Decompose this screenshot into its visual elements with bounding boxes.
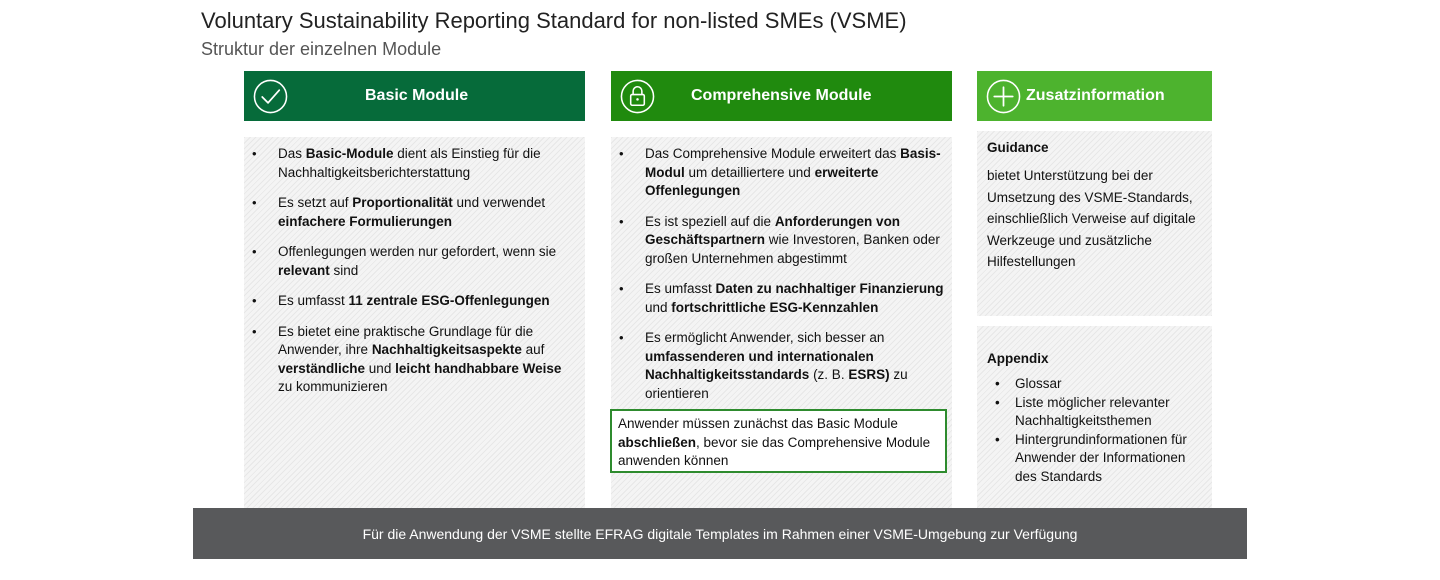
emphasis-text: Daten zu nachhaltiger Finanzierung (715, 281, 944, 296)
text-segment: Das (278, 146, 306, 161)
basic-module-title: Basic Module (365, 87, 469, 104)
text-segment: sind (329, 262, 359, 278)
text-segment: , bevor sie das Comprehensive Module anwenden können (618, 434, 931, 468)
text-segment: Das Comprehensive Module erweitert das (645, 146, 901, 161)
plus-circle-icon (986, 79, 1021, 114)
bullet-item (244, 243, 574, 280)
emphasis-text: 11 zentrale ESG-Offenlegungen (348, 293, 550, 308)
comprehensive-module-list (611, 145, 949, 415)
text-segment: (z. B. (809, 367, 849, 382)
appendix-item: • Glossar (987, 375, 1207, 394)
text-segment: und (645, 299, 672, 315)
basic-module-list (244, 145, 574, 409)
bullet-item (611, 213, 949, 269)
text-segment: zu orientieren (645, 367, 908, 401)
emphasis-text: verständliche (278, 360, 366, 376)
emphasis-text: erweiterte Offenlegungen (645, 164, 879, 198)
page-subtitle: Struktur der einzelnen Module (201, 39, 442, 59)
appendix-panel (977, 326, 1212, 508)
text-segment: Es ermöglicht Anwender, sich besser an (645, 330, 885, 345)
prerequisite-note (610, 409, 947, 473)
emphasis-text: leicht handhabbare Weise (395, 360, 562, 376)
text-segment: und verwendet (452, 195, 546, 210)
emphasis-text: Basis-Modul (645, 146, 941, 180)
checkmark-circle-icon (253, 79, 288, 114)
lock-circle-icon (620, 79, 655, 114)
basic-module-header (244, 71, 585, 121)
text-segment: dient als Einstieg für die Nachhaltigkeitsberichterstattung (278, 146, 541, 180)
comprehensive-module-header (611, 71, 952, 121)
footer-banner (193, 508, 1247, 559)
appendix-item: • Liste möglicher relevanter Nachhaltigkeitsthemen (987, 394, 1207, 431)
text-segment: auf (521, 342, 545, 357)
emphasis-text: abschließen (618, 434, 697, 450)
emphasis-text: fortschrittliche ESG-Kennzahlen (671, 299, 879, 315)
appendix-item: • Hintergrundinformationen für Anwender der Informationen des Standards (987, 431, 1207, 487)
text-segment: Es umfasst (645, 281, 716, 296)
bullet-item (244, 323, 574, 397)
bullet-item (244, 145, 574, 182)
page-title: Voluntary Sustainability Reporting Standard for non-listed SMEs (VSME) (201, 8, 907, 33)
bullet-item (244, 292, 574, 311)
bullet-item (611, 280, 949, 317)
text-segment: zu kommunizieren (278, 379, 388, 394)
emphasis-text: Nachhaltigkeitsaspekte (371, 342, 522, 357)
text-segment: und (365, 360, 396, 376)
footer-text: Für die Anwendung der VSME stellte EFRAG digitale Templates im Rahmen einer VSME-Umgebung zur Verfügung (362, 525, 1078, 542)
text-segment: um detailliertere und (684, 164, 815, 180)
emphasis-text: Anforderungen von Geschäftspartnern (645, 213, 901, 247)
bullet-item (611, 145, 949, 201)
text-segment: wie Investoren, Banken oder großen Unternehmen abgestimmt (645, 232, 940, 266)
emphasis-text: Basic-Module (305, 146, 394, 161)
emphasis-text: Proportionalität (352, 195, 453, 210)
text-segment: Es ist speziell auf die (645, 213, 775, 229)
guidance-text: bietet Unterstützung bei der Umsetzung des VSME-Standards, einschließlich Verweise auf digitale Werkzeuge und zusätzliche Hilfestellungen (987, 168, 1196, 269)
appendix-list (987, 375, 1207, 486)
emphasis-text: ESRS) (848, 367, 890, 382)
additional-info-title: Zusatzinformation (1026, 87, 1165, 104)
comprehensive-module-title: Comprehensive Module (691, 87, 872, 104)
text-segment: Offenlegungen werden nur gefordert, wenn sie (278, 244, 557, 259)
bullet-item (244, 194, 574, 231)
emphasis-text: relevant (278, 262, 330, 278)
bullet-item (611, 329, 949, 403)
additional-info-header (977, 71, 1212, 121)
text-segment: Es bietet eine praktische Grundlage für die Anwender, ihre (278, 323, 534, 357)
appendix-title: Appendix (987, 351, 1049, 366)
text-segment: Es setzt auf (278, 195, 353, 210)
guidance-panel (977, 131, 1212, 316)
emphasis-text: umfassenderen und internationalen Nachhaltigkeitsstandards (645, 348, 874, 382)
text-segment: Anwender müssen zunächst das Basic Module (618, 416, 898, 431)
guidance-title: Guidance (987, 140, 1049, 155)
basic-module-panel (244, 137, 585, 508)
emphasis-text: einfachere Formulierungen (278, 213, 453, 229)
text-segment: Es umfasst (278, 293, 349, 308)
